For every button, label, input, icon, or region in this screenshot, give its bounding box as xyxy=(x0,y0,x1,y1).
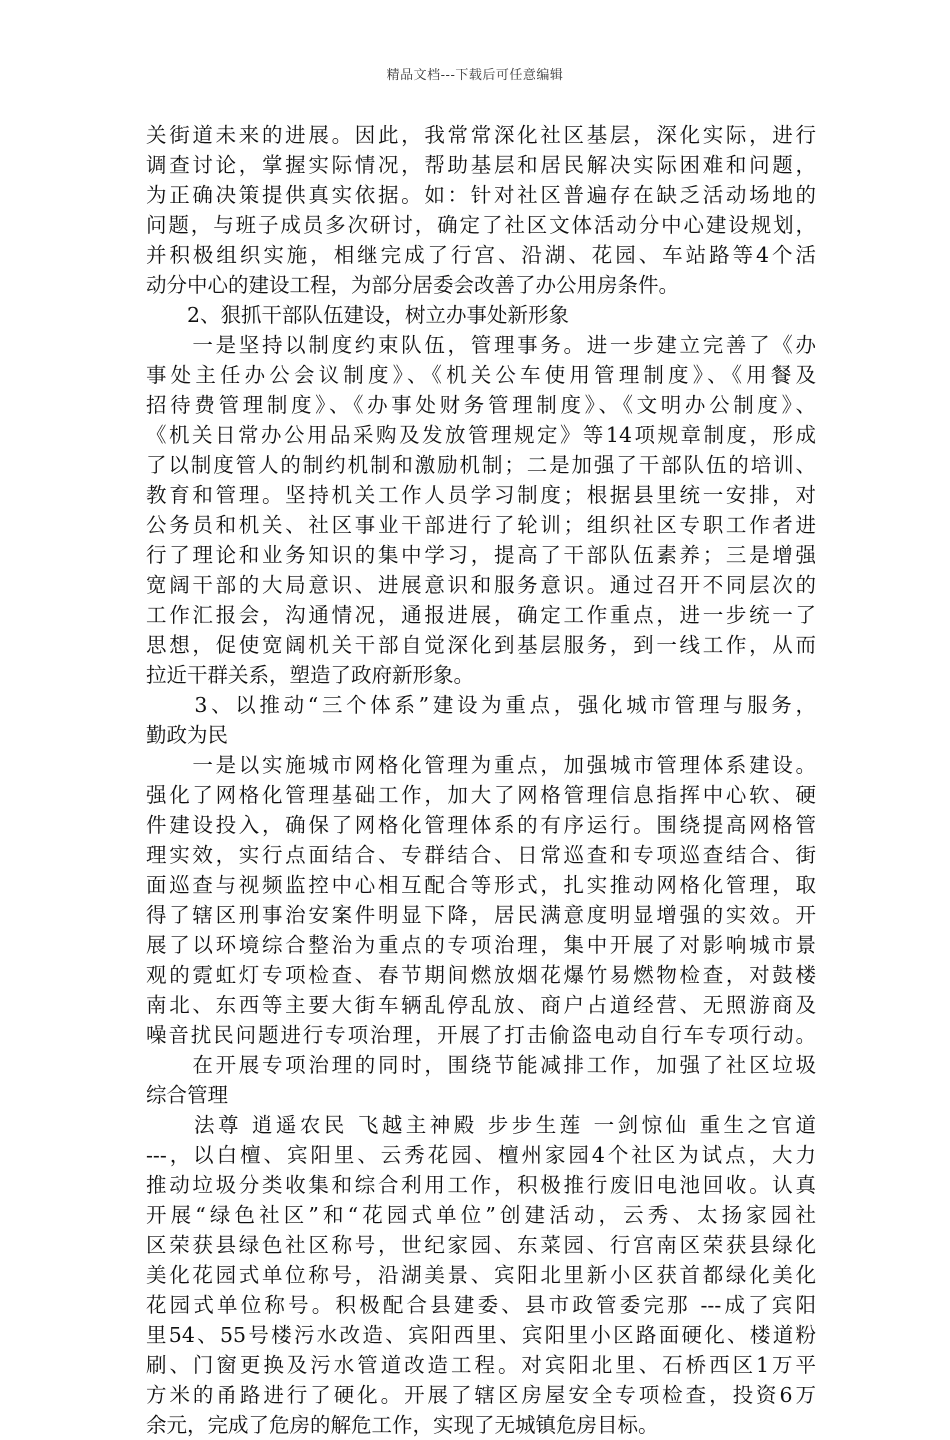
text-line: 里54、55号楼污水改造、宾阳西里、宾阳里小区路面硬化、楼道粉 xyxy=(146,1323,816,1347)
text-line: 宽阔干部的大局意识、进展意识和服务意识。通过召开不同层次的 xyxy=(146,573,816,597)
text-line: 《机关日常办公用品采购及发放管理规定》等14项规章制度，形成 xyxy=(146,423,816,447)
text-line: 问题，与班子成员多次研讨，确定了社区文体活动分中心建设规划， xyxy=(146,213,816,237)
text-line: 一是坚持以制度约束队伍，管理事务。进一步建立完善了《办 xyxy=(146,333,816,357)
text-line: 展了以环境综合整治为重点的专项治理，集中开展了对影响城市景 xyxy=(146,933,816,957)
text-line: 件建设投入，确保了网格化管理体系的有序运行。围绕提高网格管 xyxy=(146,813,816,837)
section-heading: 勤政为民 xyxy=(146,723,228,747)
text-line: 拉近干群关系，塑造了政府新形象。 xyxy=(146,663,474,687)
text-line: 了以制度管人的制约机制和激励机制；二是加强了干部队伍的培训、 xyxy=(146,453,816,477)
section-heading: 3、以推动“三个体系”建设为重点，强化城市管理与服务， xyxy=(146,693,816,717)
text-line: 花园式单位称号。积极配合县建委、县市政管委完那 ---成了宾阳 xyxy=(146,1293,816,1317)
text-line: 为正确决策提供真实依据。如：针对社区普遍存在缺乏活动场地的 xyxy=(146,183,816,207)
text-line: 强化了网格化管理基础工作，加大了网格管理信息指挥中心软、硬 xyxy=(146,783,816,807)
text-line: 事处主任办公会议制度》、《机关公车使用管理制度》、《用餐及 xyxy=(146,363,816,387)
text-line: 一是以实施城市网格化管理为重点，加强城市管理体系建设。 xyxy=(146,753,816,777)
text-line: 观的霓虹灯专项检查、春节期间燃放烟花爆竹易燃物检查，对鼓楼 xyxy=(146,963,816,987)
text-line: 面巡查与视频监控中心相互配合等形式，扎实推动网格化管理，取 xyxy=(146,873,816,897)
section-heading: 2、狠抓干部队伍建设，树立办事处新形象 xyxy=(146,303,570,327)
text-line: 方米的甬路进行了硬化。开展了辖区房屋安全专项检查，投资6万 xyxy=(146,1383,816,1407)
text-line: 余元，完成了危房的解危工作，实现了无城镇危房目标。 xyxy=(146,1413,659,1437)
text-line: ---，以白檀、宾阳里、云秀花园、檀州家园4个社区为试点，大力 xyxy=(146,1143,816,1167)
text-line: 思想，促使宽阔机关干部自觉深化到基层服务，到一线工作，从而 xyxy=(146,633,816,657)
text-line: 动分中心的建设工程，为部分居委会改善了办公用房条件。 xyxy=(146,273,679,297)
text-line: 开展“绿色社区”和“花园式单位”创建活动，云秀、太扬家园社 xyxy=(146,1203,816,1227)
text-line: 综合管理 xyxy=(146,1083,228,1107)
text-line: 工作汇报会，沟通情况，通报进展，确定工作重点，进一步统一了 xyxy=(146,603,816,627)
text-line: 教育和管理。坚持机关工作人员学习制度；根据县里统一安排，对 xyxy=(146,483,816,507)
page-header: 精品文档---下载后可任意编辑 xyxy=(386,68,564,83)
text-line: 区荣获县绿色社区称号，世纪家园、东菜园、行宫南区荣获县绿化 xyxy=(146,1233,816,1257)
text-line: 噪音扰民问题进行专项治理，开展了打击偷盗电动自行车专项行动。 xyxy=(146,1023,816,1047)
text-line: 行了理论和业务知识的集中学习，提高了干部队伍素养；三是增强 xyxy=(146,543,816,567)
text-line: 刷、门窗更换及污水管道改造工程。对宾阳北里、石桥西区1万平 xyxy=(146,1353,816,1377)
text-line: 法尊 逍遥农民 飞越主神殿 步步生莲 一剑惊仙 重生之官道 xyxy=(146,1113,816,1137)
text-line: 关街道未来的进展。因此，我常常深化社区基层，深化实际，进行 xyxy=(146,123,816,147)
text-line: 得了辖区刑事治安案件明显下降，居民满意度明显增强的实效。开 xyxy=(146,903,816,927)
text-line: 调查讨论，掌握实际情况，帮助基层和居民解决实际困难和问题， xyxy=(146,153,816,177)
text-line: 在开展专项治理的同时，围绕节能减排工作，加强了社区垃圾 xyxy=(146,1053,816,1077)
document-body xyxy=(146,120,816,1440)
text-line: 推动垃圾分类收集和综合利用工作，积极推行废旧电池回收。认真 xyxy=(146,1173,816,1197)
text-line: 公务员和机关、社区事业干部进行了轮训；组织社区专职工作者进 xyxy=(146,513,816,537)
text-line: 并积极组织实施，相继完成了行宫、沿湖、花园、车站路等4个活 xyxy=(146,243,816,267)
text-line: 南北、东西等主要大街车辆乱停乱放、商户占道经营、无照游商及 xyxy=(146,993,816,1017)
text-line: 美化花园式单位称号，沿湖美景、宾阳北里新小区获首都绿化美化 xyxy=(146,1263,816,1287)
text-line: 理实效，实行点面结合、专群结合、日常巡查和专项巡查结合、街 xyxy=(146,843,816,867)
text-line: 招待费管理制度》、《办事处财务管理制度》、《文明办公制度》、 xyxy=(146,393,816,417)
